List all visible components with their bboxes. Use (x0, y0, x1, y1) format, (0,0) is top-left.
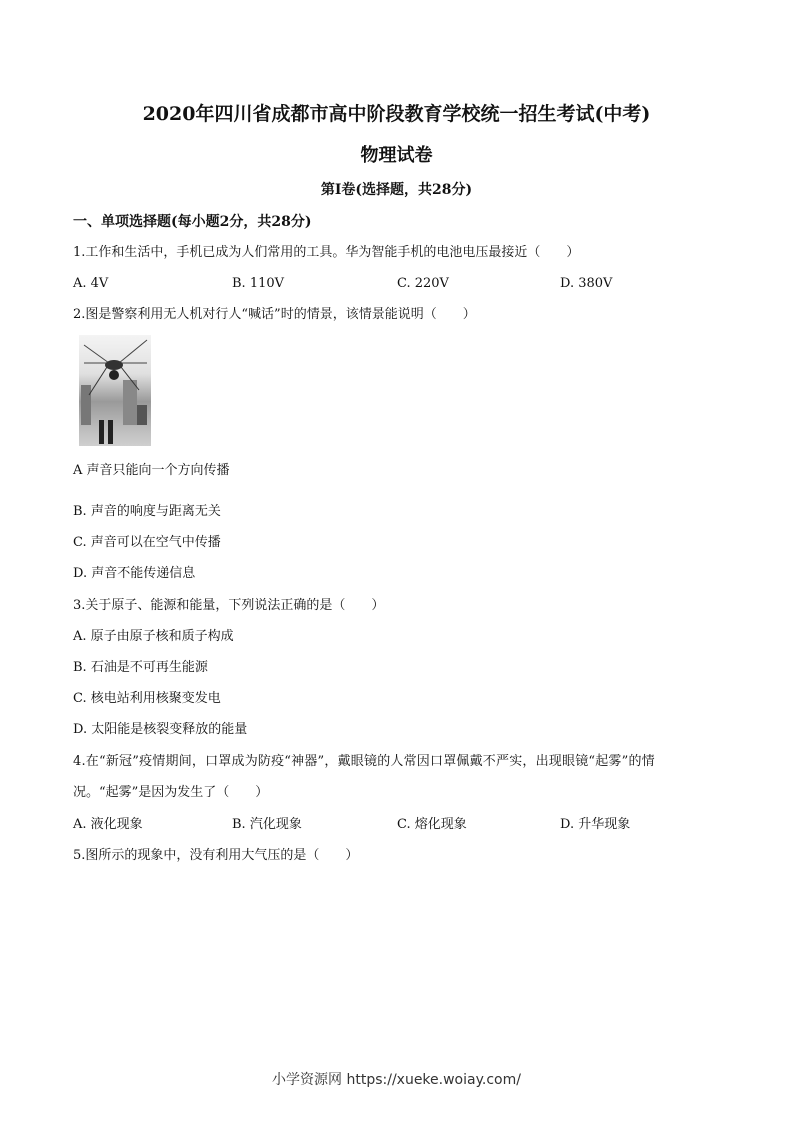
question-3-stem: 3.关于原子、能源和能量，下列说法正确的是（ ） (73, 598, 385, 613)
question-4-stem: 4.在“新冠”疫情期间，口罩成为防疫“神器”，戴眼镜的人常因口罩佩戴不严实，出现眼镜“起雾”的情 (73, 754, 655, 769)
q3-option-d: D. 太阳能是核裂变释放的能量 (73, 722, 248, 737)
q4-option-d: D. 升华现象 (560, 817, 631, 832)
question-4-stem-cont: 况。“起雾”是因为发生了（ ） (73, 785, 269, 800)
footer-watermark: 小学资源网 https://xueke.woiay.com/ (272, 1072, 521, 1088)
q3-option-c: C. 核电站利用核聚变发电 (73, 691, 221, 706)
q1-option-d: D. 380V (560, 276, 613, 291)
q4-option-c: C. 熔化现象 (397, 817, 467, 832)
q1-option-c: C. 220V (397, 276, 449, 291)
q1-option-b: B. 110V (232, 276, 285, 291)
exam-subtitle: 物理试卷 (360, 145, 433, 166)
section-title: 第I卷(选择题，共28分) (320, 182, 473, 198)
q4-option-a: A. 液化现象 (73, 817, 143, 832)
exam-title: 2020年四川省成都市高中阶段教育学校统一招生考试(中考) (142, 103, 651, 125)
question-2-stem: 2.图是警察利用无人机对行人“喊话”时的情景，该情景能说明（ ） (73, 307, 476, 322)
question-1-stem: 1.工作和生活中，手机已成为人们常用的工具。华为智能手机的电池电压最接近（ ） (73, 245, 580, 260)
q2-option-a: A 声音只能向一个方向传播 (73, 463, 230, 478)
q4-option-b: B. 汽化现象 (232, 817, 302, 832)
q3-option-b: B. 石油是不可再生能源 (73, 660, 208, 675)
q2-option-d: D. 声音不能传递信息 (73, 566, 196, 581)
q2-option-b: B. 声音的响度与距离无关 (73, 504, 221, 519)
question-5-stem: 5.图所示的现象中，没有利用大气压的是（ ） (73, 848, 359, 863)
q2-option-c: C. 声音可以在空气中传播 (73, 535, 221, 550)
q1-option-a: A. 4V (73, 276, 109, 291)
part-heading: 一、单项选择题(每小题2分，共28分) (73, 214, 312, 230)
q3-option-a: A. 原子由原子核和质子构成 (73, 629, 234, 644)
drone-police-photo (79, 335, 151, 446)
